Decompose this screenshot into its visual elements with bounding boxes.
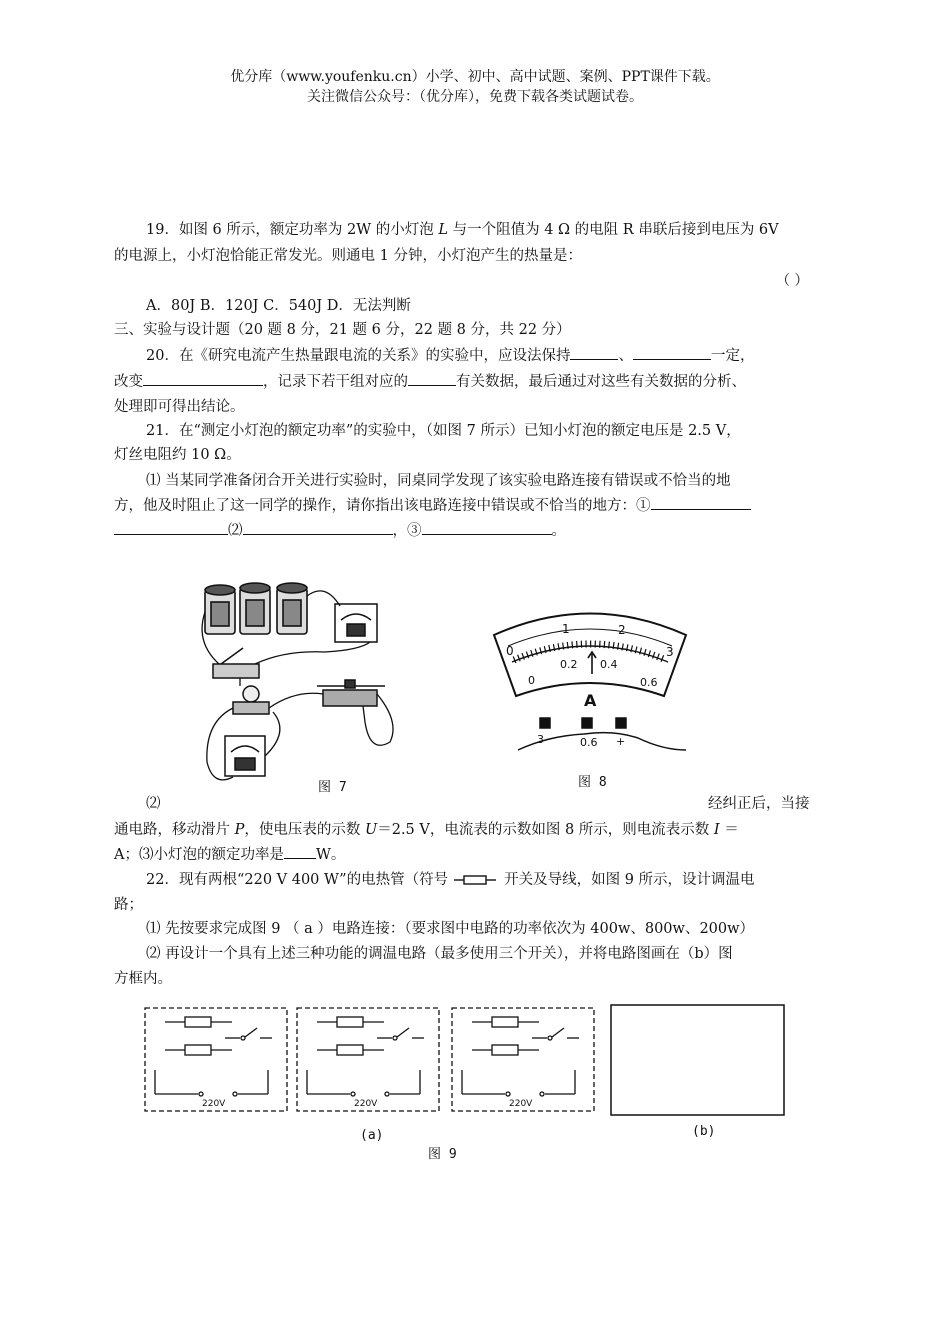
switch (213, 648, 259, 678)
section-3-title: 三、实验与设计题（20 题 8 分，21 题 6 分，22 题 8 分，共 22 分） (114, 322, 571, 338)
lower-tick-2: 0.4 (600, 658, 618, 671)
q21-blank-1a[interactable] (651, 495, 751, 510)
figure-9-label-b: (b) (692, 1124, 716, 1139)
q21-line-1: 21．在“测定小灯泡的额定功率”的实验中，（如图 7 所示）已知小灯泡的额定电压是 2.5 V， (146, 423, 741, 439)
figure-7-caption: 图 7 (318, 780, 347, 795)
figure-8 (488, 600, 693, 758)
q20-line-1: 20．在《研究电流产生热量跟电流的关系》的实验中，应设法保持 、 一定， (114, 344, 842, 369)
upper-tick-1: 1 (562, 622, 570, 636)
q21-blank-3[interactable] (422, 520, 552, 535)
header-line-1: 优分库（www.youfenku.cn）小学、初中、高中试题、案例、PPT课件下载。 (230, 69, 720, 85)
q20-blank-4[interactable] (408, 371, 456, 386)
q20-line-3: 处理即可得出结论。 (114, 399, 245, 415)
q20-blank-2[interactable] (633, 345, 711, 360)
rheostat (317, 680, 385, 706)
q21-sub1-line-2: 方，他及时阻止了这一同学的操作，请你指出该电路连接中错误或不恰当的地方：① (114, 494, 842, 519)
meter-letter: A (584, 691, 597, 710)
answer-box-b[interactable] (611, 1005, 784, 1115)
q21-blank-2[interactable] (243, 520, 393, 535)
figure-9-circuits (140, 1000, 800, 1130)
terminal-0-6: 0.6 (580, 736, 598, 749)
circuit-box-3 (452, 1008, 594, 1111)
upper-scale (506, 622, 674, 659)
battery-pack (205, 583, 307, 634)
q21-sub2-label: ⑵ (146, 796, 161, 812)
upper-tick-0: 0 (506, 644, 514, 658)
q22-line-1: 22．现有两根“220 V 400 W”的电热管（符号 开关及导线，如图 9 所示，设计调温电 (146, 872, 755, 888)
q19-line-1: 19．如图 6 所示，额定功率为 2W 的小灯泡 L 与一个阻值为 4 Ω 的电阻 R 串联后接到电压为 6V (146, 222, 779, 238)
q22-line-2: 路； (114, 897, 143, 913)
q22-sub2-line-2: 方框内。 (114, 971, 172, 987)
q21-sub2-line-2: 通电路，移动滑片 P，使电压表的示数 U＝2.5 V，电流表的示数如图 8 所示，则电流表示数 I ＝ (114, 822, 739, 838)
q21-blank-1b[interactable] (114, 520, 228, 535)
q19-answer-paren: （ ） (776, 273, 809, 289)
voltage-label-3: 220V (509, 1099, 533, 1109)
q21-sub2-line-3: A；⑶小灯泡的额定功率是 W。 (114, 843, 842, 868)
q19-options: A．80J B．120J C．540J D．无法判断 (146, 298, 411, 314)
q21-blank-power[interactable] (284, 844, 316, 859)
q22-sub2-line-1: ⑵ 再设计一个具有上述三种功能的调温电路（最多使用三个开关），并将电路图画在（b）图 (146, 946, 733, 962)
bulb (233, 686, 269, 714)
upper-tick-3: 3 (666, 645, 674, 659)
terminal-3: 3 (537, 733, 544, 746)
circuit-box-1 (145, 1008, 287, 1111)
voltage-label-2: 220V (354, 1099, 378, 1109)
q20-line-2: 改变 ，记录下若干组对应的 有关数据，最后通过对这些有关数据的分析、 (114, 370, 842, 395)
needle (588, 652, 596, 674)
terminal-plus: + (616, 735, 626, 748)
lower-tick-3: 0.6 (640, 676, 658, 689)
lower-tick-0: 0 (528, 674, 535, 687)
heater-symbol (450, 874, 502, 886)
figure-8-caption: 图 8 (578, 775, 607, 790)
q22-sub1: ⑴ 先按要求完成图 9 （ a ）电路连接：（要求图中电路的功率依次为 400w、800w、200w） (146, 921, 755, 937)
figure-9-label-a: (a) (360, 1128, 384, 1143)
q21-line-2: 灯丝电阻约 10 Ω。 (114, 447, 241, 463)
figure-9-caption: 图 9 (428, 1147, 457, 1162)
voltage-label-1: 220V (202, 1099, 226, 1109)
q20-blank-3[interactable] (143, 371, 263, 386)
voltmeter (225, 736, 265, 776)
upper-tick-2: 2 (618, 623, 626, 637)
q21-sub2-right: 经纠正后，当接 (708, 796, 810, 812)
figure-7 (195, 572, 410, 794)
lower-tick-1: 0.2 (560, 658, 578, 671)
q20-blank-1[interactable] (570, 345, 618, 360)
q21-sub1-line-3: ⑵ ，③ 。 (114, 519, 842, 544)
circuit-box-2 (297, 1008, 439, 1111)
q19-line-2: 的电源上，小灯泡恰能正常发光。则通电 1 分钟，小灯泡产生的热量是： (114, 248, 582, 264)
q21-sub1-line-1: ⑴ 当某同学准备闭合开关进行实验时，同桌同学发现了该实验电路连接有错误或不恰当的地 (146, 473, 731, 489)
ammeter (335, 604, 377, 642)
header-line-2: 关注微信公众号：（优分库），免费下载各类试题试卷。 (307, 89, 643, 105)
